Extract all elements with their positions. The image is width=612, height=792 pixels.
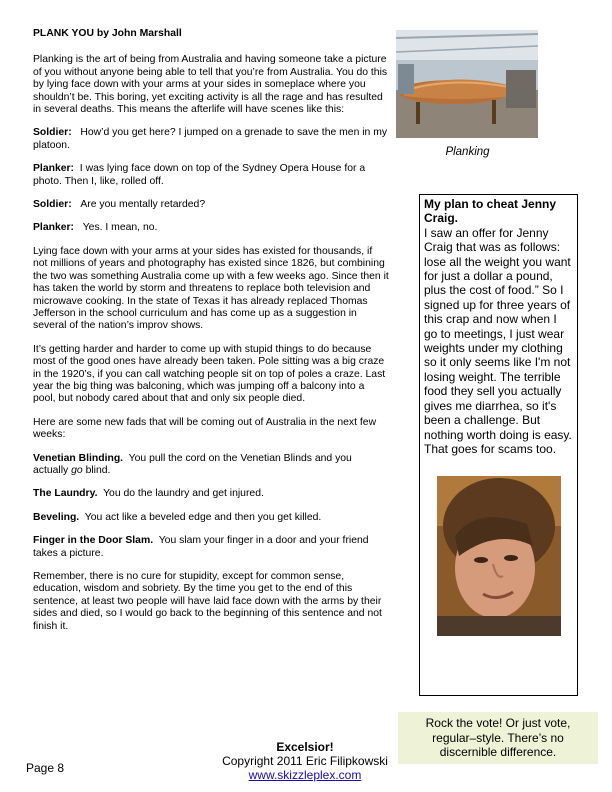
- fad-emphasis: go: [71, 464, 83, 476]
- footer: [210, 740, 400, 782]
- article-closing: Remember, there is no cure for stupidity, except for common sense, education, wisdom and sobriety. By the time you get to the end of this sentence, at least two people will have laid face down with the arms by their sides and died, so I would go back to the beginning of this sentence and not finish it.: [33, 571, 382, 632]
- dialogue-speaker: Soldier:: [33, 199, 72, 211]
- fad-name: The Laundry.: [33, 488, 98, 500]
- dialogue-text: How’d you get here? I jumped on a grenade to save the men in my platoon.: [33, 127, 388, 151]
- fad-text: You slam your finger in a door and your friend takes a picture.: [33, 535, 369, 559]
- dialogue-line: [33, 163, 389, 188]
- article-paragraph: Here are some new fads that will be coming out of Australia in the next few weeks:: [33, 416, 377, 441]
- fad-item: [33, 488, 389, 500]
- fad-item: [33, 512, 389, 524]
- planking-photo: [396, 30, 538, 138]
- footer-copyright: Copyright 2011 Eric Filipkowski: [222, 754, 388, 768]
- fad-name: Finger in the Door Slam.: [33, 535, 154, 547]
- dialogue-line: [33, 222, 389, 234]
- vote-box: Rock the vote! Or just vote, regular–style. There’s no discernible difference.: [398, 712, 598, 764]
- dialogue-speaker: Soldier:: [33, 127, 72, 139]
- footer-link[interactable]: www.skizzleplex.com: [248, 768, 362, 782]
- article: [33, 28, 389, 644]
- fad-text: You act like a beveled edge and then you get killed.: [84, 511, 322, 523]
- dialogue-text: Are you mentally retarded?: [80, 199, 206, 211]
- dialogue-line: [33, 199, 389, 211]
- fad-name: Venetian Blinding.: [33, 452, 124, 464]
- fad-item: [33, 453, 389, 478]
- photo-caption: Planking: [445, 146, 490, 158]
- footer-motto: Excelsior!: [276, 740, 334, 754]
- dialogue-speaker: Planker:: [33, 163, 75, 175]
- dialogue-text: I was lying face down on top of the Sydney Opera House for a photo. Then I, like, rolled off.: [33, 163, 366, 187]
- article-intro: Planking is the art of being from Australia and having someone take a picture of you without anyone being able to tell that you’re from Australia. You do this by lying face down with your arms at your sides in someplace where you shouldn’t be. This boring, yet exciting activity is all the rage and has resulted in several deaths. This means the afterlife will have scenes like this:: [33, 54, 388, 116]
- dialogue-speaker: Planker:: [33, 222, 75, 234]
- sidebar-title: My plan to cheat Jenny Craig.: [424, 197, 557, 226]
- fad-item: [33, 535, 389, 560]
- article-paragraph: It’s getting harder and harder to come up with stupid things to do because most of the good ones have already been taken. Pole sitting was a big craze in the 1920’s, if you can call watching people sit on top of poles a craze. Last year the big thing was balconing, which was jumping off a balcony into a pool, but nobody cared about that and only six people died.: [33, 343, 386, 405]
- sidebar-body: I saw an offer for Jenny Craig that was as follows: lose all the weight you want for just a dollar a pound, plus the cost of food.” So I signed up for three years of this crap and now when I go to meetings, I just wear weights under my clothing so it only seems like I'm not losing weight. The terrible food they sell you actually gives me diarrhea, so it's been a challenge. But nothing worth doing is easy. That goes for scams too.: [424, 225, 572, 456]
- article-title: PLANK YOU by John Marshall: [33, 28, 182, 39]
- dialogue-text: Yes. I mean, no.: [82, 222, 158, 234]
- page-number: Page 8: [26, 761, 65, 775]
- portrait-photo: [437, 476, 561, 636]
- fad-text: You pull the cord on the Venetian Blinds and you actually: [33, 452, 352, 476]
- fad-text: blind.: [82, 464, 111, 476]
- article-paragraph: Lying face down with your arms at your sides has existed for thousands, if not millions of years and photography has existed since 1826, but combining the two was something Australia come up with a few weeks ago. Since then it has taken the world by storm and threatens to replace both television and microwave cooking. In the state of Texas it has already replaced Thomas Jefferson in the school curriculum and has come up as a suggestion in several of the nation’s improv shows.: [33, 245, 389, 332]
- planking-photo-image: [396, 30, 538, 138]
- portrait-photo-image: [437, 476, 561, 636]
- dialogue-line: [33, 127, 389, 152]
- fad-text: You do the laundry and get injured.: [103, 488, 264, 500]
- fad-name: Beveling.: [33, 511, 80, 523]
